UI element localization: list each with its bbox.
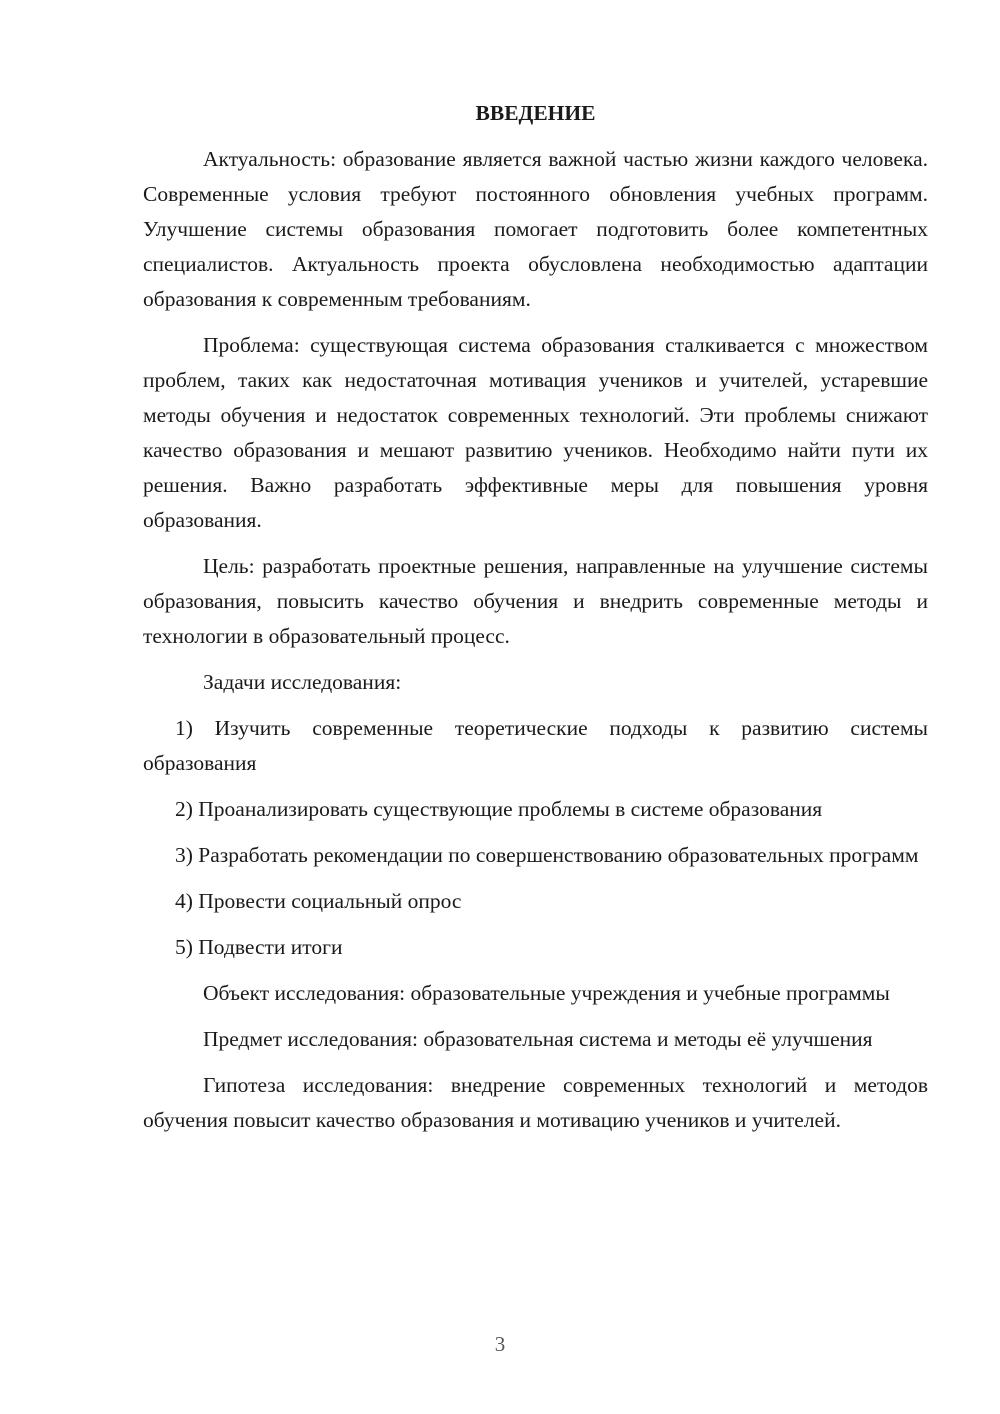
task-item-5: 5) Подвести итоги	[175, 935, 343, 959]
paragraph-object: Объект исследования: образовательные учреждения и учебные программы	[203, 981, 890, 1005]
page-content	[143, 96, 928, 1149]
paragraph-tasks-heading: Задачи исследования:	[203, 670, 402, 694]
paragraph-hypothesis: Гипотеза исследования: внедрение современных технологий и методов обучения повысит качество образования и мотивацию учеников и учителей.	[143, 1073, 928, 1132]
paragraph-relevance: Актуальность: образование является важной частью жизни каждого человека. Современные условия требуют постоянного обновления учебных программ. Улучшение системы образования помогает подготовить более компетентных специалистов. Актуальность проекта обусловлена необходимостью адаптации образования к современным требованиям.	[143, 147, 928, 311]
task-item-3: 3) Разработать рекомендации по совершенствованию образовательных программ	[175, 843, 919, 867]
section-title: ВВЕДЕНИЕ	[475, 101, 596, 125]
paragraph-subject: Предмет исследования: образовательная система и методы её улучшения	[203, 1027, 873, 1051]
paragraph-goal: Цель: разработать проектные решения, направленные на улучшение системы образования, повысить качество обучения и внедрить современные методы и технологии в образовательный процесс.	[143, 554, 928, 648]
paragraph-problem: Проблема: существующая система образования сталкивается с множеством проблем, таких как недостаточная мотивация учеников и учителей, устаревшие методы обучения и недостаток современных технологий. Эти проблемы снижают качество образования и мешают развитию учеников. Необходимо найти пути их решения. Важно разработать эффективные меры для повышения уровня образования.	[143, 333, 928, 532]
task-item-1: 1) Изучить современные теоретические подходы к развитию системы образования	[143, 716, 928, 775]
page-number: 3	[494, 1332, 506, 1356]
task-item-2: 2) Проанализировать существующие проблемы в системе образования	[175, 797, 823, 821]
task-item-4: 4) Провести социальный опрос	[175, 889, 462, 913]
